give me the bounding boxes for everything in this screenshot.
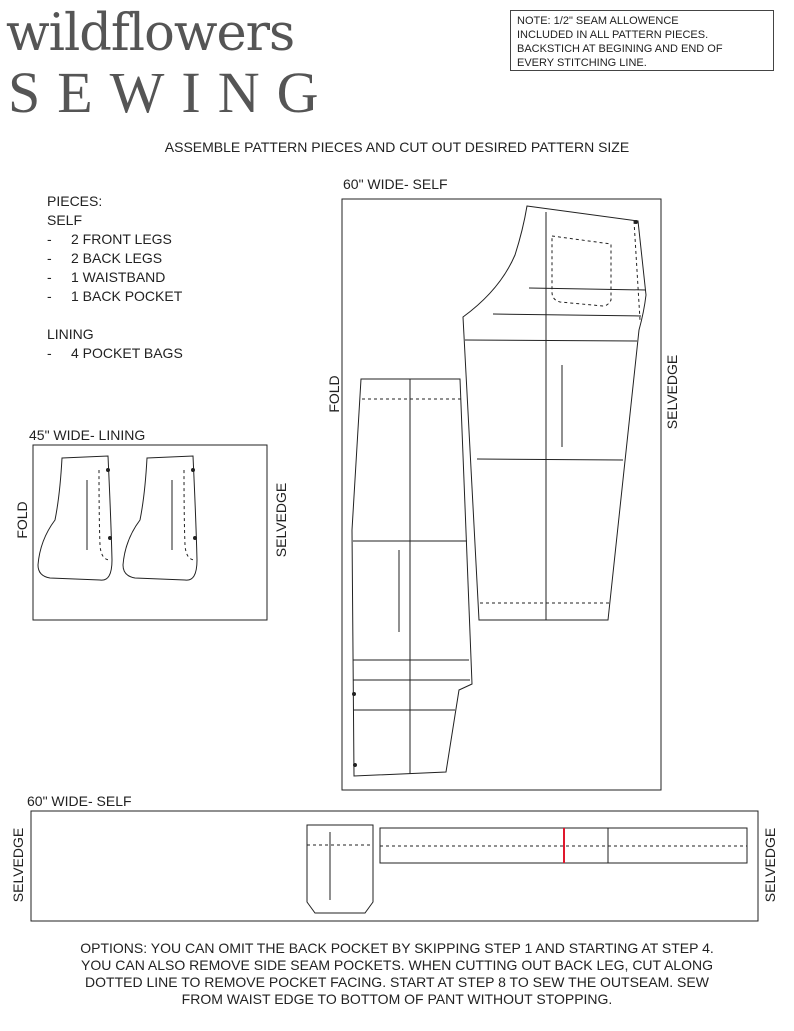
lining-title: 45" WIDE- LINING: [29, 427, 146, 443]
waistband-piece: [380, 828, 747, 863]
note-line: EVERY STITCHING LINE.: [517, 57, 647, 69]
list-item: - 2 BACK LEGS: [47, 250, 163, 266]
self-bottom-right-selvedge-label: SELVEDGE: [762, 827, 778, 903]
list-item-label: 2 BACK LEGS: [71, 250, 163, 266]
back-leg-piece: [463, 206, 646, 620]
pieces-title: PIECES:: [47, 193, 103, 209]
lining-fold-label: FOLD: [14, 501, 30, 539]
self-main-title: 60" WIDE- SELF: [343, 176, 448, 192]
pocket-bag-piece: [123, 456, 197, 580]
note-line: BACKSTICH AT BEGINING AND END OF: [517, 43, 723, 55]
fabric-lining: [33, 445, 267, 620]
options-line: OPTIONS: YOU CAN OMIT THE BACK POCKET BY SKIPPING STEP 1 AND STARTING AT STEP 4.: [80, 940, 714, 956]
logo-wordmark: wildflowers: [6, 4, 295, 63]
pocket-bag-piece: [38, 456, 112, 580]
list-item-label: 4 POCKET BAGS: [71, 345, 183, 361]
list-item-label: 1 WAISTBAND: [71, 269, 166, 285]
list-item: - 1 BACK POCKET: [47, 288, 183, 304]
note-line: NOTE: 1/2" SEAM ALLOWENCE: [517, 15, 679, 27]
self-title: SELF: [47, 212, 83, 228]
options-text: [10, 940, 784, 1008]
page-heading: ASSEMBLE PATTERN PIECES AND CUT OUT DESIRED PATTERN SIZE: [164, 139, 630, 155]
lining-title: LINING: [47, 326, 94, 342]
self-bottom-title: 60" WIDE- SELF: [27, 793, 132, 809]
self-bottom-left-selvedge-label: SELVEDGE: [10, 827, 26, 903]
note-line: INCLUDED IN ALL PATTERN PIECES.: [517, 29, 709, 41]
options-line: FROM WAIST EDGE TO BOTTOM OF PANT WITHOUT STOPPING.: [181, 991, 613, 1007]
back-pocket-piece: [307, 825, 373, 913]
list-item-label: 1 BACK POCKET: [71, 288, 183, 304]
list-item: - 2 FRONT LEGS: [47, 231, 172, 247]
logo-subtitle: SEWING: [8, 60, 336, 125]
list-item-label: 2 FRONT LEGS: [71, 231, 172, 247]
options-line: YOU CAN ALSO REMOVE SIDE SEAM POCKETS. WHEN CUTTING OUT BACK LEG, CUT ALONG: [81, 957, 713, 973]
list-item: - 1 WAISTBAND: [47, 269, 166, 285]
options-line: DOTTED LINE TO REMOVE POCKET FACING. START AT STEP 8 TO SEW THE OUTSEAM. SEW: [85, 974, 709, 990]
self-main-fold-label: FOLD: [326, 375, 342, 413]
self-main-selvedge-label: SELVEDGE: [664, 354, 680, 430]
lining-selvedge-label: SELVEDGE: [273, 482, 289, 558]
front-leg-piece: [352, 379, 472, 776]
list-item: - 4 POCKET BAGS: [47, 345, 183, 361]
fabric-self-main: [342, 199, 661, 790]
